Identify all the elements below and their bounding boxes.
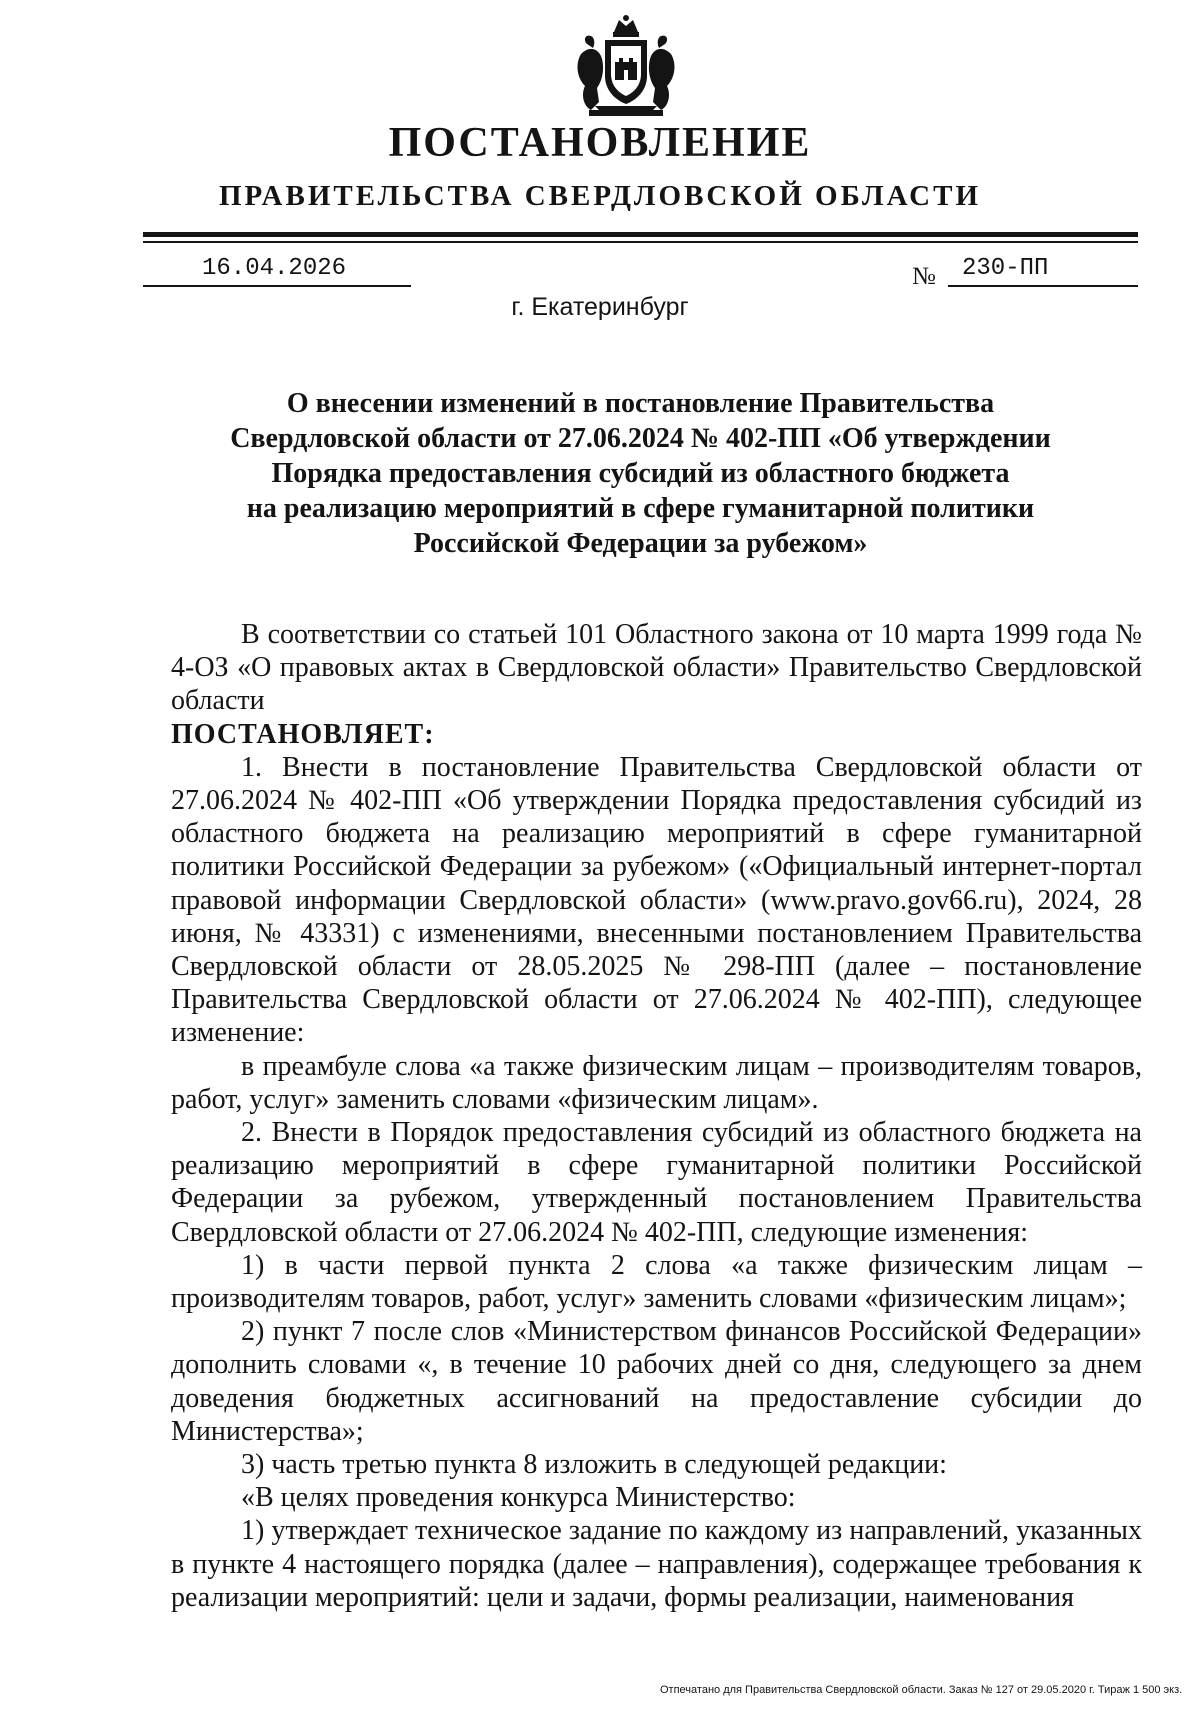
body-paragraph: «В целях проведения конкурса Министерство:	[241, 1482, 796, 1514]
document-body	[171, 618, 1142, 1614]
header-divider-thin	[143, 241, 1138, 243]
header-divider-thick	[143, 232, 1138, 237]
date-underline	[143, 285, 411, 287]
document-number: 230-ПП	[962, 255, 1049, 282]
heading-line: О внесении изменений в постановление Правительства	[286, 388, 995, 419]
body-paragraph: 1. Внести в постановление Правительства Свердловской области от 27.06.2024 № 402-ПП «Об утверждении Порядка предоставления субсидий из областного бюджета на реализацию мероприятий в сфере гуманитарной политики Российской Федерации за рубежом» («Официальный интернет-портал правовой информации Свердловской области» (www.pravo.gov66.ru), 2024, 28 июня, № 43331) с изменениями, внесенными постановлением Правительства Свердловской области от 28.05.2025 № 298-ПП (далее – постановление Правительства Свердловской области от 27.06.2024 № 402-ПП), следующее изменение:	[171, 751, 1142, 1049]
coat-of-arms-emblem	[569, 14, 683, 120]
body-paragraph: 2. Внести в Порядок предоставления субсидий из областного бюджета на реализацию мероприятий в сфере гуманитарной политики Российской Федерации за рубежом, утвержденный постановлением Правительства Свердловской области от 27.06.2024 № 402-ПП, следующие изменения:	[171, 1117, 1142, 1248]
heading-line: Российской Федерации за рубежом»	[413, 528, 868, 559]
resolves-keyword: ПОСТАНОВЛЯЕТ:	[171, 718, 435, 750]
preamble-paragraph: В соответствии со статьей 101 Областного закона от 10 марта 1999 года № 4-ОЗ «О правовых актах в Свердловской области» Правительство Свердловской области	[171, 619, 1142, 717]
heading-line: на реализацию мероприятий в сфере гуманитарной политики	[246, 493, 1035, 524]
heading-line: Порядка предоставления субсидий из областного бюджета	[271, 458, 1010, 489]
body-paragraph: 2) пункт 7 после слов «Министерством финансов Российской Федерации» дополнить словами «, в течение 10 рабочих дней со дня, следующего за днем доведения бюджетных ассигнований на предоставление субсидии до Министерства»;	[171, 1316, 1142, 1447]
document-heading	[143, 386, 1138, 561]
body-paragraph: 1) утверждает техническое задание по каждому из направлений, указанных в пункте 4 настоящего порядка (далее – направления), содержащее требования к реализации мероприятий: цели и задачи, формы реализации, наименования	[171, 1515, 1142, 1613]
heading-line: Свердловской области от 27.06.2024 № 402-ПП «Об утверждении	[230, 423, 1051, 454]
document-date: 16.04.2026	[202, 255, 347, 282]
number-underline	[948, 285, 1138, 287]
issuing-authority: ПРАВИТЕЛЬСТВА СВЕРДЛОВСКОЙ ОБЛАСТИ	[218, 180, 982, 212]
print-imprint-footer: Отпечатано для Правительства Свердловской области. Заказ № 127 от 29.05.2020 г. Тираж 1 500 экз.	[660, 1684, 1183, 1696]
place-of-issue: г. Екатеринбург	[511, 293, 689, 321]
body-paragraph: 3) часть третью пункта 8 изложить в следующей редакции:	[241, 1449, 947, 1481]
number-sign: №	[912, 263, 936, 290]
body-paragraph: 1) в части первой пункта 2 слова «а также физическим лицам – производителям товаров, работ, услуг» заменить словами «физическим лицам»;	[171, 1249, 1142, 1315]
body-paragraph: в преамбуле слова «а также физическим лицам – производителям товаров, работ, услуг» заменить словами «физическим лицам».	[171, 1050, 1142, 1115]
document-type-title: ПОСТАНОВЛЕНИЕ	[388, 120, 812, 166]
